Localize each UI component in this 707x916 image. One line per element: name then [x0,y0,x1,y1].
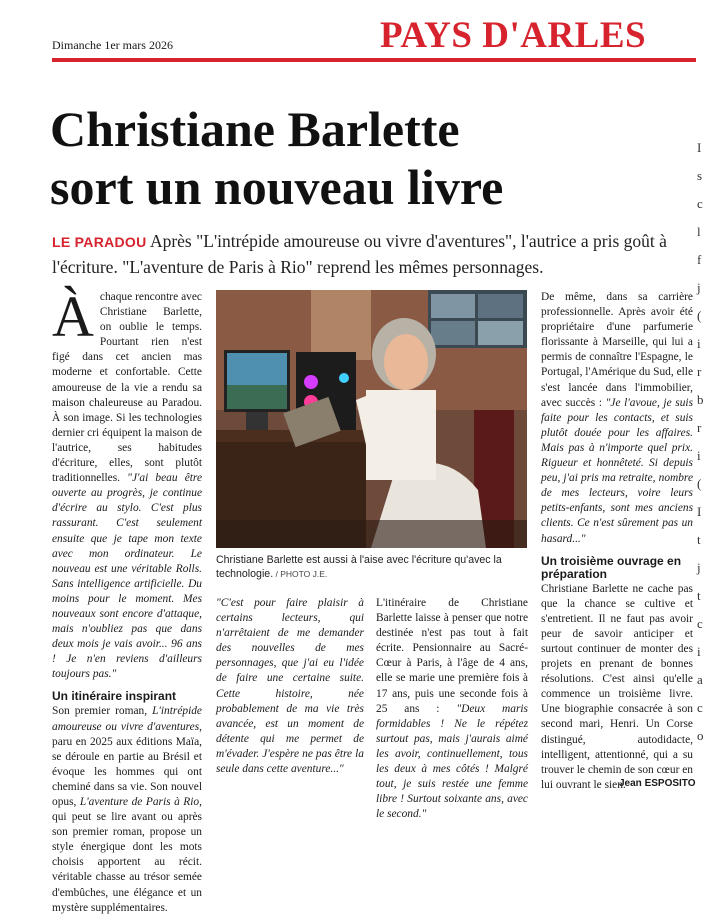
edge-letter: o [697,728,704,743]
edge-letter: s [697,168,703,183]
edge-letter: i [697,336,701,351]
adjacent-page-edge [696,0,707,800]
author-signature: Jean ESPOSITO [619,778,696,789]
header-rule [52,58,707,62]
photo-illustration [216,290,527,548]
edge-letter: c [697,700,703,715]
title-line-1: Christiane Barlette [50,101,460,157]
column-2 [216,596,364,777]
photo-credit: / PHOTO J.E. [273,569,328,579]
quote-4: "Je l'avoue, je suis faite pour les contacts, et suis plutôt douée pour les affaires. Mais pas à n'importe quel prix. Rigueur et honnêteté. Si depuis peu, j'ai pris ma retraite, nombre de mes lecteurs, voire leurs petits-enfants, sont mes anciens clients. Ce n'est sûrement pas un hasard..." [541,396,693,545]
paragraph-2-cont [216,596,364,777]
subheading-2: Un troisième ouvrage en préparation [541,553,682,581]
edge-letter: a [697,672,703,687]
photo-caption [216,553,528,581]
subheading-1: Un itinéraire inspirant [52,689,177,704]
edge-letter: r [697,420,702,435]
column-4 [541,290,693,793]
edge-letter: i [697,644,701,659]
article-lead [52,229,672,280]
drop-cap: À [52,284,94,349]
column-3 [376,596,528,822]
edge-letter: f [697,252,702,267]
edge-letter: c [697,196,703,211]
edge-letter: b [697,392,704,407]
edge-letter: r [697,364,702,379]
paragraph-3: L'itinéraire de Christiane Barlette laisse à penser que notre destinée n'est pas tout à fait écrite. Pensionnaire au Sacré-Cœur à Paris, à l'âge de 4 ans, elle se marie une première fois à 17 ans, puis une seconde fois à 25 ans : "Deux maris formidables ! Ne le répétez surtout pas, mais j'aurais aimé les avoir, continuellement, tous les deux à mes côtés ! Malgré tout, je suis restée une femme libre ! Surtout soixante ans, avec le second." [376,597,528,821]
edge-letter: l [697,224,701,239]
edge-letter: ( [697,308,702,323]
title-line-2: sort un nouveau livre [50,159,504,215]
edge-letter: t [697,532,701,547]
edge-letter: ( [697,476,702,491]
edge-letter: I [697,504,702,519]
column-1 [52,284,202,916]
lead-location: LE PARADOU [52,234,147,250]
article-title [50,100,660,216]
edge-letter: I [697,140,702,155]
quote-3: "Deux maris formidables ! Ne le répétez surtout pas, mais j'aurais aimé les avoir, continuellement, tous les deux à mes côtés ! Malgré tout, je suis restée une femme libre ! Surtout soixante ans, avec le second." [376,702,528,821]
paragraph-2: Son premier roman, L'intrépide amoureuse ou vivre d'aventures, paru en 2025 aux éditions Maïa, se déroule en partie au Brésil et évoque les hommes qui ont cheminé dans sa vie. Son nouvel opus, L'aventure de Paris à Rio, qui peut se lire avant ou après son premier roman, propose un style énergique dont les mots choisis apportent au récit. véritable chasse au trésor semée d'embûches, une élégance et un mystère supplémentaires. [52,705,202,914]
caption-text: Christiane Barlette est aussi à l'aise avec l'écriture qu'avec la technologie. [216,554,502,580]
edge-letter: t [697,588,701,603]
paragraph-5: Christiane Barlette ne cache pas que la chance se cultive et s'entretient. Il ne faut pas avoir peur de savoir anticiper et surtout continuer de monter des projets en prenant de bonnes résolutions. C'est ainsi qu'elle commence un troisième livre. Une biographie consacrée à son second mari, Henri. Un Corse distingué, autodidacte, intelligent, attentionné, qui a su trouver le chemin de son cœur en lui ouvrant le sien. [541,582,693,791]
edge-letter: j [697,280,701,295]
paragraph-4: De même, dans sa carrière professionnelle. Après avoir été propriétaire d'une parfumerie florissante à Marseille, qui lui a permis de connaître l'Espagne, le Portugal, l'Amérique du Sud, elle s'est lancée dans l'immobilier, avec succès : "Je l'avoue, je suis faite pour les contacts, et suis plutôt douée pour les affaires. Mais pas à n'importe quel prix. Rigueur et honnêteté. Si depuis peu, j'ai pris ma retraite, nombre de mes lecteurs, voire leurs petits-enfants, sont mes anciens clients. Ce n'est sûrement pas un hasard..." [541,291,694,545]
section-title: PAYS D'ARLES [380,15,647,56]
paragraph-1: Àchaque rencontre avec Christiane Barlette, on oublie le temps. Pourtant rien n'est figé dans cet ancien mas moderne et confortable. Cette amoureuse de la vie a rendu sa maison chaleureuse au Paradou. À son image. Si les technologies dernier cri équipent la maison de l'autrice, ses habitudes d'écriture, elles, sont plutôt traditionnelles. "J'ai beau être ouverte au progrès, je continue d'écrire au stylo. C'est plus rassurant. C'est seulement ensuite que je tape mon texte avec mon ordinateur. Le nouveau est une véritable Rolls. Sans intelligence artificielle. Du moins pour le moment. Mes nouveaux sont encore d'attaque, mais n'oubliez pas que dans deux mois je vais avoir... 96 ans ! Je n'en reviens d'ailleurs toujours pas." [52,284,202,681]
edge-letter: j [697,560,701,575]
article-photo [216,290,527,548]
lead-text: Après "L'intrépide amoureuse ou vivre d'aventures", l'autrice a pris goût à l'écriture. "L'aventure de Paris à Rio" reprend les mêmes personnages. [52,231,667,277]
quote-2: "C'est pour faire plaisir à certains lecteurs, qui n'arrêtaient de me demander des nouvelles de mes personnages, que j'ai eu l'idée de faire une certaine suite. Cette histoire, née probablement de ma vie très avancée, est un moment de détente qui me permet de m'évader. J'espère ne pas être la seule dans cette aventure..." [216,597,364,776]
edge-letter: i [697,448,701,463]
quote-1: "J'ai beau être ouverte au progrès, je continue d'écrire au stylo. C'est plus rassurant. C'est seulement ensuite que je tape mon texte avec mon ordinateur. Le nouveau est une véritable Rolls. Sans intelligence artificielle. Du moins pour le moment. Mes nouveaux sont encore d'attaque, mais n'oubliez pas que dans deux mois je vais avoir... 96 ans ! Je n'en reviens d'ailleurs toujours pas." [52,472,202,681]
edge-letter: c [697,616,703,631]
issue-date: Dimanche 1er mars 2026 [52,38,173,52]
